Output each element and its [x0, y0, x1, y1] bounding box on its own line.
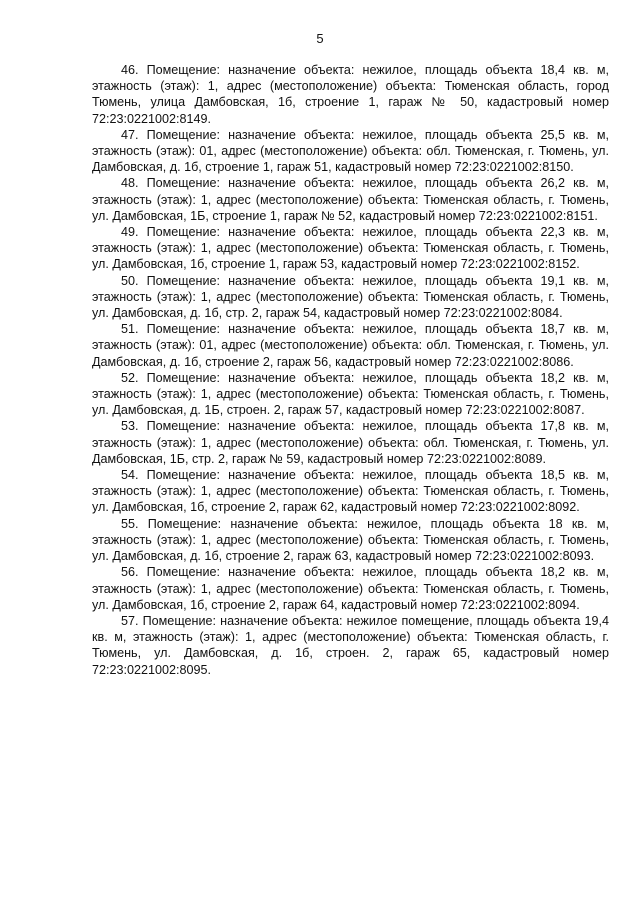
- list-item: 55. Помещение: назначение объекта: нежилое, площадь объекта 18 кв. м, этажность (этаж): 1, адрес (местоположение) объекта: Тюменская область, г. Тюмень, ул. Дамбовская, д. 1б, строение 2, гараж 63, кадастровый номер 72:23:0221002:8093.: [92, 516, 609, 564]
- list-item: 57. Помещение: назначение объекта: нежилое помещение, площадь объекта 19,4 кв. м, этажность (этаж): 1, адрес (местоположение) объекта: Тюменская область, г. Тюмень, ул. Дамбовская, д. 1б, строен. 2, гараж 65, кадастровый номер 72:23:0221002:8095.: [92, 613, 609, 677]
- list-item: 56. Помещение: назначение объекта: нежилое, площадь объекта 18,2 кв. м, этажность (этаж): 1, адрес (местоположение) объекта: Тюменская область, г. Тюмень, ул. Дамбовская, 1б, строение 2, гараж 64, кадастровый номер 72:23:0221002:8094.: [92, 565, 609, 612]
- list-item: 46. Помещение: назначение объекта: нежилое, площадь объекта 18,4 кв. м, этажность (этаж): 1, адрес (местоположение) объекта: Тюменская область, город Тюмень, улица Дамбовская, 1б, строение 1, гараж № 50, кадастровый номер 72:23:0221002:8149.: [92, 63, 609, 126]
- list-item: 54. Помещение: назначение объекта: нежилое, площадь объекта 18,5 кв. м, этажность (этаж): 1, адрес (местоположение) объекта: Тюменская область, г. Тюмень, ул. Дамбовская, 1б, строение 2, гараж 62, кадастровый номер 72:23:0221002:8092.: [92, 468, 609, 515]
- list-item: 51. Помещение: назначение объекта: нежилое, площадь объекта 18,7 кв. м, этажность (этаж): 01, адрес (местоположение) объекта: обл. Тюменская, г. Тюмень, ул. Дамбовская, д. 1б, строение 2, гараж 56, кадастровый номер 72:23:0221002:8086.: [92, 322, 609, 369]
- list-item: 53. Помещение: назначение объекта: нежилое, площадь объекта 17,8 кв. м, этажность (этаж): 1, адрес (местоположение) объекта: обл. Тюменская, г. Тюмень, ул. Дамбовская, 1Б, стр. 2, гараж № 59, кадастровый номер 72:23:0221002:8089.: [92, 419, 609, 466]
- list-item: 49. Помещение: назначение объекта: нежилое, площадь объекта 22,3 кв. м, этажность (этаж): 1, адрес (местоположение) объекта: Тюменская область, г. Тюмень, ул. Дамбовская, 1б, строение 1, гараж 53, кадастровый номер 72:23:0221002:8152.: [92, 225, 609, 272]
- page-number: 5: [316, 31, 324, 46]
- list-item: 52. Помещение: назначение объекта: нежилое, площадь объекта 18,2 кв. м, этажность (этаж): 1, адрес (местоположение) объекта: Тюменская область, г. Тюмень, ул. Дамбовская, д. 1Б, строен. 2, гараж 57, кадастровый номер 72:23:0221002:8087.: [92, 370, 609, 418]
- list-item: 48. Помещение: назначение объекта: нежилое, площадь объекта 26,2 кв. м, этажность (этаж): 1, адрес (местоположение) объекта: Тюменская область, г. Тюмень, ул. Дамбовская, 1Б, строение 1, гараж № 52, кадастровый номер 72:23:0221002:8151.: [92, 176, 609, 223]
- list-item: 50. Помещение: назначение объекта: нежилое, площадь объекта 19,1 кв. м, этажность (этаж): 1, адрес (местоположение) объекта: Тюменская область, г. Тюмень, ул. Дамбовская, д. 1б, стр. 2, гараж 54, кадастровый номер 72:23:0221002:8084.: [92, 273, 609, 321]
- document-body: [92, 62, 609, 678]
- list-item: 47. Помещение: назначение объекта: нежилое, площадь объекта 25,5 кв. м, этажность (этаж): 01, адрес (местоположение) объекта: обл. Тюменская, г. Тюмень, ул. Дамбовская, д. 1б, строение 1, гараж 51, кадастровый номер 72:23:0221002:8150.: [92, 127, 609, 175]
